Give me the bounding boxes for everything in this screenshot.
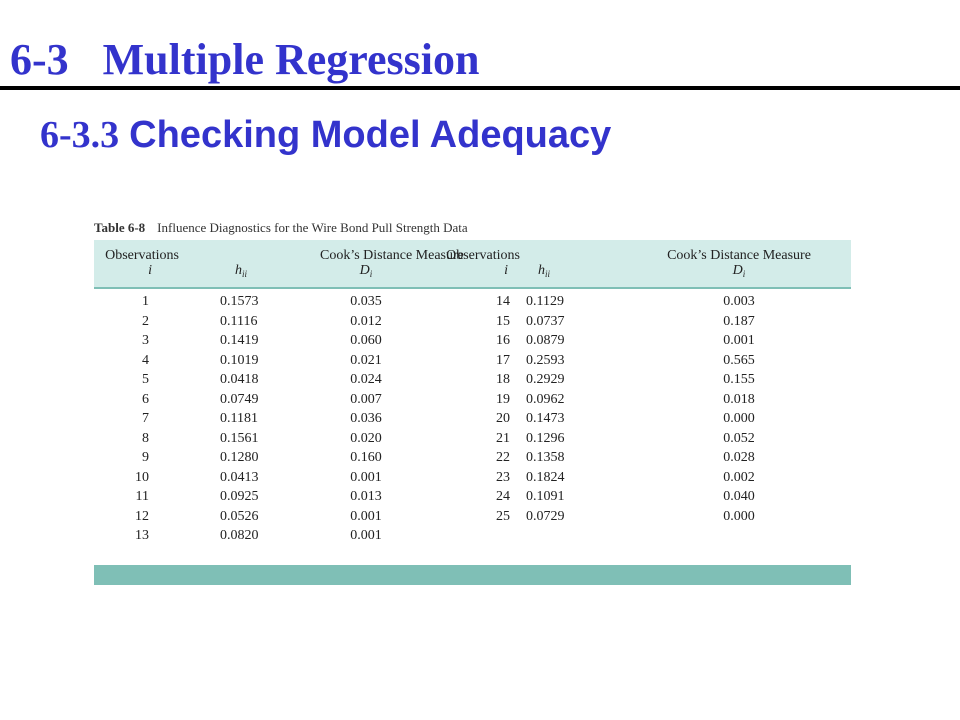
observation-cell: 8 (142, 430, 149, 446)
empty-cell (412, 526, 480, 546)
header-observations-label: Observations (446, 248, 520, 263)
table-row (94, 526, 851, 546)
cooks-d-cell: 0.040 (723, 489, 755, 504)
observation-cell: 19 (496, 391, 510, 407)
observation-cell: 7 (142, 411, 149, 426)
header-i-label: i (148, 263, 152, 278)
hii-cell: 0.1091 (526, 489, 565, 504)
cooks-d-cell: 0.002 (723, 469, 755, 485)
table-row (94, 370, 851, 390)
table-row (94, 429, 851, 449)
table-body (94, 289, 851, 585)
table-caption (94, 218, 851, 240)
observation-cell: 24 (496, 489, 510, 504)
header-d-label: D (359, 263, 370, 278)
cooks-d-cell: 0.000 (723, 411, 755, 426)
observation-cell: 17 (496, 352, 510, 368)
table-row (94, 409, 851, 429)
hii-cell: 0.1473 (526, 411, 565, 426)
observation-cell: 6 (142, 391, 149, 407)
cooks-d-cell: 0.052 (723, 430, 755, 446)
cooks-d-cell: 0.036 (350, 411, 382, 426)
observation-cell: 16 (496, 333, 510, 348)
observation-cell: 5 (142, 372, 149, 387)
header-h-subscript: ii (242, 269, 248, 279)
header-observations-left (94, 240, 179, 287)
slide-title-number: 6-3 (10, 35, 69, 84)
header-i-label: i (504, 263, 508, 278)
hii-cell: 0.1280 (220, 450, 259, 465)
observation-cell: 9 (142, 450, 149, 465)
observation-cell: 12 (135, 508, 149, 524)
header-cooks-label: Cook’s Distance Measure (320, 248, 464, 263)
hii-cell: 0.1358 (526, 450, 565, 465)
cooks-d-cell: 0.001 (350, 528, 382, 543)
cooks-d-cell: 0.007 (350, 391, 382, 407)
hii-cell: 0.0820 (220, 528, 259, 543)
table-row (94, 289, 851, 312)
hii-cell: 0.0962 (526, 391, 565, 407)
hii-cell: 0.2929 (526, 372, 565, 387)
slide-title (10, 35, 480, 84)
table-bottom-rule (94, 565, 851, 585)
cooks-d-cell: 0.155 (723, 372, 755, 387)
table-row (94, 468, 851, 488)
observation-cell: 23 (496, 469, 510, 485)
hii-cell: 0.1824 (526, 469, 565, 485)
observation-cell: 25 (496, 508, 510, 524)
cooks-d-cell: 0.013 (350, 489, 382, 504)
cooks-d-cell: 0.020 (350, 430, 382, 446)
cooks-d-cell: 0.003 (723, 294, 755, 309)
observation-cell: 15 (496, 313, 510, 329)
hii-cell: 0.0418 (220, 372, 259, 387)
hii-cell: 0.0749 (220, 391, 259, 407)
header-cooks-right (543, 240, 851, 287)
header-cooks-label: Cook’s Distance Measure (667, 248, 811, 263)
slide-subtitle-number: 6-3.3 (40, 114, 120, 156)
hii-cell: 0.1129 (526, 294, 564, 309)
table-caption-label: Table 6-8 (94, 220, 146, 235)
table-header-row (94, 240, 851, 287)
observation-cell: 4 (142, 352, 149, 368)
empty-cell (543, 526, 851, 546)
table-row (94, 487, 851, 507)
observation-cell: 21 (496, 430, 510, 446)
cooks-d-cell: 0.001 (350, 508, 382, 524)
title-underline (0, 86, 960, 90)
cooks-d-cell: 0.060 (350, 333, 382, 348)
hii-cell: 0.1181 (220, 411, 258, 426)
observation-cell: 10 (135, 469, 149, 485)
cooks-d-cell: 0.000 (723, 508, 755, 524)
table-row (94, 312, 851, 332)
hii-cell: 0.1116 (220, 313, 258, 329)
cooks-d-cell: 0.001 (723, 333, 755, 348)
cooks-d-cell: 0.035 (350, 294, 382, 309)
cooks-d-cell: 0.024 (350, 372, 382, 387)
hii-cell: 0.2593 (526, 352, 565, 368)
cooks-d-cell: 0.021 (350, 352, 382, 368)
observation-cell: 13 (135, 528, 149, 543)
table-row (94, 390, 851, 410)
cooks-d-cell: 0.028 (723, 450, 755, 465)
cooks-d-cell: 0.565 (723, 352, 755, 368)
observation-cell: 18 (496, 372, 510, 387)
hii-cell: 0.1419 (220, 333, 259, 348)
cooks-d-cell: 0.187 (723, 313, 755, 329)
empty-cell (480, 526, 543, 546)
table-row (94, 331, 851, 351)
observation-cell: 14 (496, 294, 510, 309)
header-h-subscript: ii (545, 269, 551, 279)
table-row (94, 448, 851, 468)
hii-cell: 0.0737 (526, 313, 565, 329)
observation-cell: 3 (142, 333, 149, 348)
table-bottom-spacer (94, 546, 851, 566)
header-cooks-left (220, 240, 464, 287)
slide-title-text: Multiple Regression (102, 35, 480, 84)
header-d-subscript: i (369, 269, 373, 279)
hii-cell: 0.0925 (220, 489, 259, 504)
slide-subtitle (40, 116, 611, 154)
header-d-subscript: i (742, 269, 746, 279)
header-observations-label: Observations (105, 248, 179, 263)
table-caption-text: Influence Diagnostics for the Wire Bond Pull Strength Data (157, 220, 468, 235)
influence-diagnostics-table (94, 240, 851, 585)
cooks-d-cell: 0.012 (350, 313, 382, 329)
header-d-label: D (732, 263, 743, 278)
hii-cell: 0.1561 (220, 430, 259, 446)
influence-diagnostics-table-figure (94, 218, 851, 585)
slide-subtitle-text: Checking Model Adequacy (129, 114, 612, 156)
observation-cell: 11 (135, 489, 149, 504)
observation-cell: 20 (496, 411, 510, 426)
hii-cell: 0.0413 (220, 469, 259, 485)
cooks-d-cell: 0.018 (723, 391, 755, 407)
hii-cell: 0.1573 (220, 294, 259, 309)
observation-cell: 22 (496, 450, 510, 465)
header-h-label: h (538, 263, 545, 278)
hii-cell: 0.1296 (526, 430, 565, 446)
cooks-d-cell: 0.160 (350, 450, 382, 465)
observation-cell: 2 (142, 313, 149, 329)
header-h-label: h (235, 263, 242, 278)
hii-cell: 0.0526 (220, 508, 259, 524)
cooks-d-cell: 0.001 (350, 469, 382, 485)
table-row (94, 507, 851, 527)
hii-cell: 0.0879 (526, 333, 565, 348)
table-row (94, 351, 851, 371)
hii-cell: 0.1019 (220, 352, 259, 368)
observation-cell: 1 (142, 294, 149, 309)
hii-cell: 0.0729 (526, 508, 565, 524)
